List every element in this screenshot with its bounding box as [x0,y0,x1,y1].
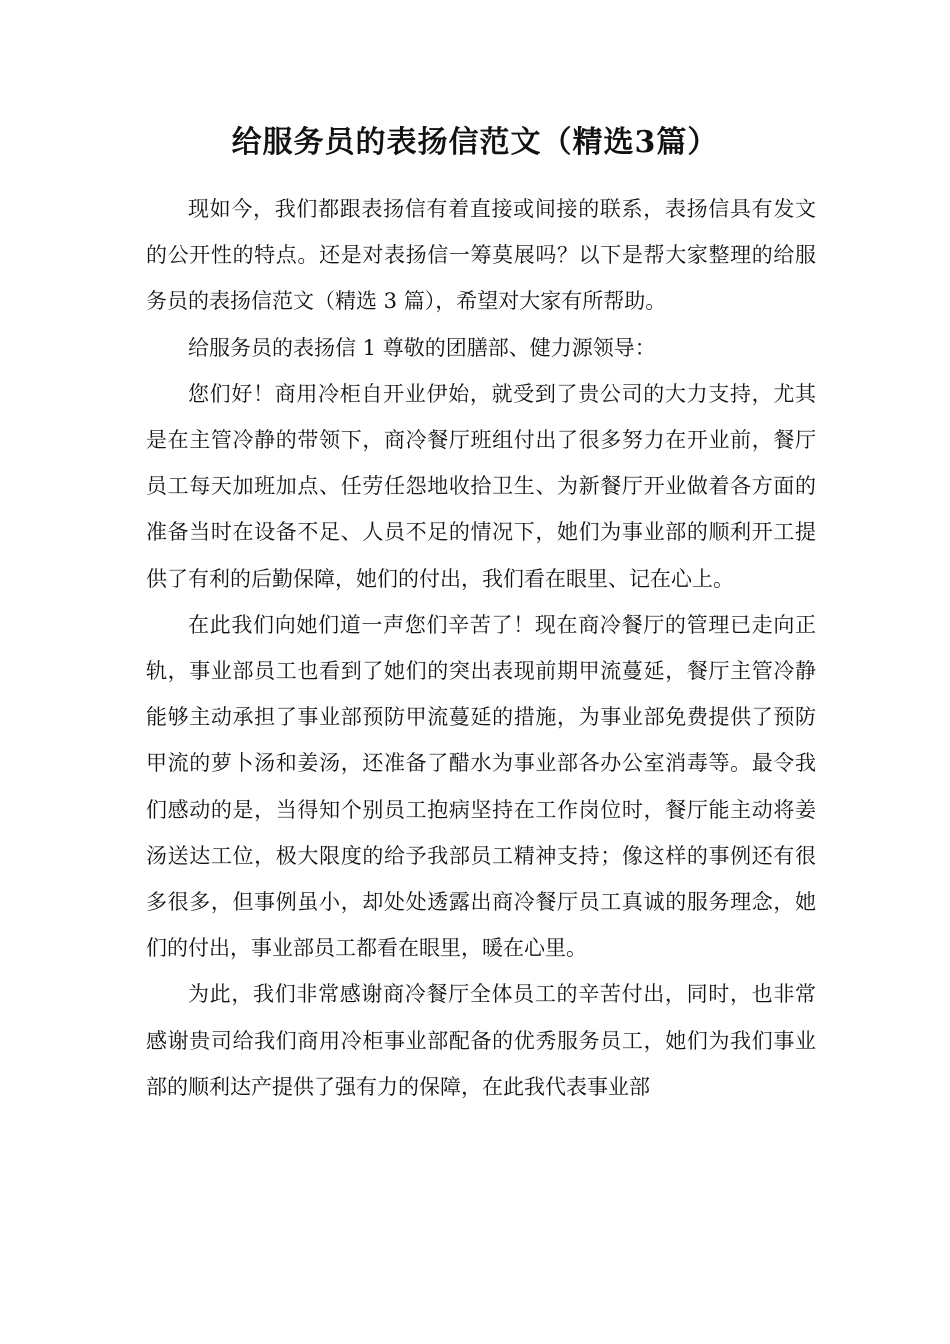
paragraph-intro: 现如今，我们都跟表扬信有着直接或间接的联系，表扬信具有发文的公开性的特点。还是对表扬信一筹莫展吗？以下是帮大家整理的给服务员的表扬信范文（精选 3 篇），希望对大家有所帮助。 [146,197,816,314]
paragraph-closing: 为此，我们非常感谢商冷餐厅全体员工的辛苦付出，同时，也非常感谢贵司给我们商用冷柜事业部配备的优秀服务员工，她们为我们事业部的顺利达产提供了强有力的保障，在此我代表事业部 [146,982,816,1099]
paragraph-salutation: 给服务员的表扬信 1 尊敬的团膳部、健力源领导： [188,335,656,360]
paragraph-greeting: 您们好！商用冷柜自开业伊始，就受到了贵公司的大力支持，尤其是在主管冷静的带领下，商冷餐厅班组付出了很多努力在开业前，餐厅员工每天加班加点、任劳任怨地收拾卫生、为新餐厅开业做着各方面的准备当时在设备不足、人员不足的情况下，她们为事业部的顺利开工提供了有利的后勤保障，她们的付出，我们看在眼里、记在心上。 [146,381,816,591]
document-title: 给服务员的表扬信范文（精选3篇） [231,125,719,160]
document-body [146,186,816,1110]
paragraph-thanks: 在此我们向她们道一声您们辛苦了！现在商冷餐厅的管理已走向正轨，事业部员工也看到了她们的突出表现前期甲流蔓延，餐厅主管冷静能够主动承担了事业部预防甲流蔓延的措施，为事业部免费提供了预防甲流的萝卜汤和姜汤，还准备了醋水为事业部各办公室消毒等。最令我们感动的是，当得知个别员工抱病坚持在工作岗位时，餐厅能主动将姜汤送达工位，极大限度的给予我部员工精神支持；像这样的事例还有很多很多，但事例虽小，却处处透露出商冷餐厅员工真诚的服务理念，她们的付出，事业部员工都看在眼里，暖在心里。 [146,612,816,961]
